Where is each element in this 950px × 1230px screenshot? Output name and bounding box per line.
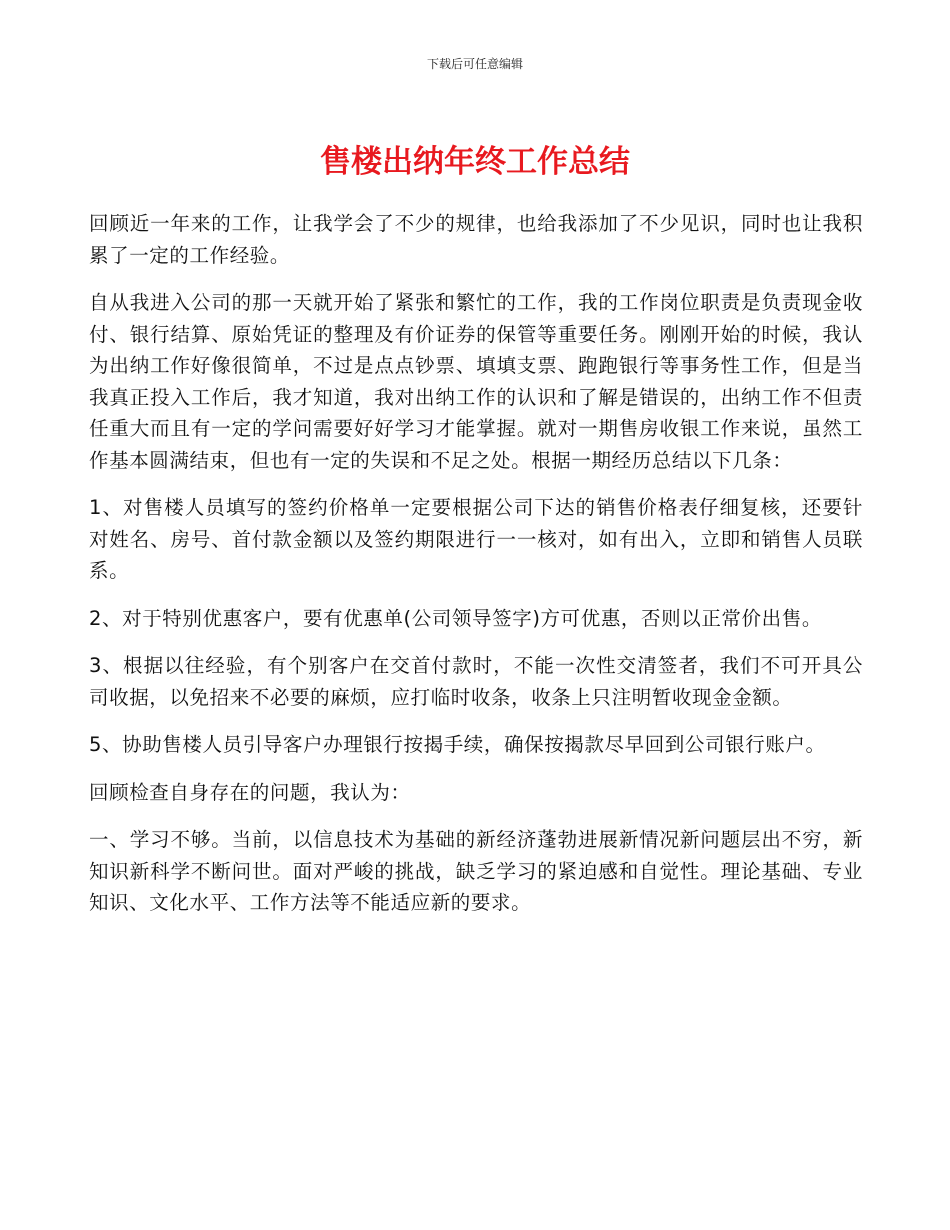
document-title: 售楼出纳年终工作总结 bbox=[320, 144, 630, 180]
header-note: 下载后可任意编辑 bbox=[426, 57, 523, 71]
paragraph-point-3: 3、根据以往经验，有个别客户在交首付款时，不能一次性交清签者，我们不可开具公司收据，以免招来不必要的麻烦，应打临时收条，收条上只注明暂收现金金额。 bbox=[89, 654, 863, 709]
paragraph-point-2: 2、对于特别优惠客户，要有优惠单(公司领导签字)方可优惠，否则以正常价出售。 bbox=[89, 606, 822, 630]
paragraph-intro: 回顾近一年来的工作，让我学会了不少的规律，也给我添加了不少见识，同时也让我积累了一定的工作经验。 bbox=[89, 212, 863, 267]
paragraph-point-1: 1、对售楼人员填写的签约价格单一定要根据公司下达的销售价格表仔细复核，还要针对姓名、房号、首付款金额以及签约期限进行一一核对，如有出入，立即和销售人员联系。 bbox=[89, 496, 863, 582]
paragraph-point-5: 5、协助售楼人员引导客户办理银行按揭手续，确保按揭款尽早回到公司银行账户。 bbox=[89, 733, 826, 756]
document-body bbox=[89, 208, 863, 935]
paragraph-review: 回顾检查自身存在的问题，我认为： bbox=[89, 780, 411, 804]
paragraph-problem-1: 一、学习不够。当前，以信息技术为基础的新经济蓬勃进展新情况新问题层出不穷，新知识新科学不断问世。面对严峻的挑战，缺乏学习的紧迫感和自觉性。理论基础、专业知识、文化水平、工作方法等不能适应新的要求。 bbox=[89, 828, 863, 914]
paragraph-job-description: 自从我进入公司的那一天就开始了紧张和繁忙的工作，我的工作岗位职责是负责现金收付、银行结算、原始凭证的整理及有价证券的保管等重要任务。刚刚开始的时候，我认为出纳工作好像很简单，不过是点点钞票、填填支票、跑跑银行等事务性工作，但是当我真正投入工作后，我才知道，我对出纳工作的认识和了解是错误的，出纳工作不但责任重大而且有一定的学问需要好好学习才能掌握。就对一期售房收银工作来说，虽然工作基本圆满结束，但也有一定的失误和不足之处。根据一期经历总结以下几条： bbox=[89, 291, 863, 472]
